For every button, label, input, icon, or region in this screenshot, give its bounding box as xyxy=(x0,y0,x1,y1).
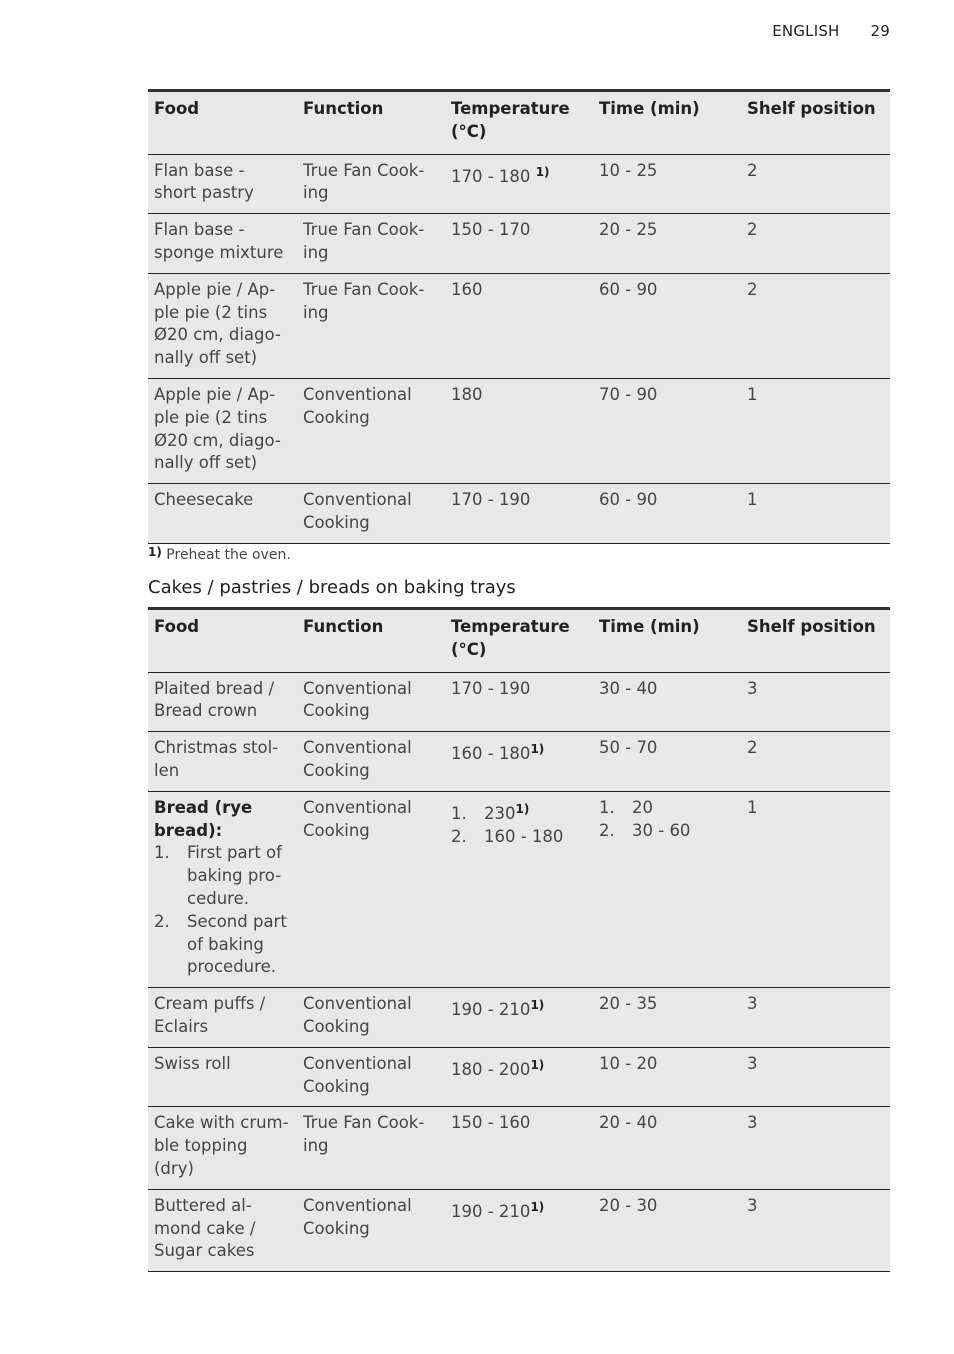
col-header-food: Food xyxy=(148,609,297,673)
step-number: 2. xyxy=(154,911,170,931)
time-cell: 20 - 40 xyxy=(593,1107,741,1189)
time-cell: 60 - 90 xyxy=(593,484,741,544)
table-row xyxy=(148,214,890,274)
section-caption: Cakes / pastries / breads on baking trays xyxy=(148,577,516,598)
function-cell: Conventional Cooking xyxy=(297,1189,445,1271)
list-item xyxy=(154,911,291,979)
shelf-cell: 2 xyxy=(741,273,890,378)
function-cell: Conventional Cooking xyxy=(297,791,445,987)
food-steps xyxy=(154,842,291,979)
table-row xyxy=(148,1107,890,1189)
temperature-cell xyxy=(445,988,593,1048)
list-item xyxy=(599,797,735,820)
time-cell: 60 - 90 xyxy=(593,273,741,378)
time-cell: 70 - 90 xyxy=(593,378,741,483)
function-cell: Conventional Cooking xyxy=(297,732,445,792)
table-row xyxy=(148,732,890,792)
table-row xyxy=(148,1047,890,1107)
list-item xyxy=(599,820,735,843)
temperature-steps xyxy=(451,803,587,849)
col-header-temperature: Temperature (°C) xyxy=(445,609,593,673)
time-cell: 50 - 70 xyxy=(593,732,741,792)
food-cell: Plaited bread / Bread crown xyxy=(148,672,297,732)
food-cell: Apple pie / Ap-ple pie (2 tins Ø20 cm, diago-nally off set) xyxy=(148,378,297,483)
table-row xyxy=(148,154,890,214)
footnote-ref: 1) xyxy=(530,1199,545,1214)
col-header-temperature: Temperature (°C) xyxy=(445,91,593,155)
temperature-cell: 150 - 170 xyxy=(445,214,593,274)
temperature-value: 190 - 210 xyxy=(451,1000,531,1020)
step-number: 1. xyxy=(599,797,615,817)
col-header-shelf: Shelf position xyxy=(741,609,890,673)
step-text: First part of baking pro-cedure. xyxy=(187,843,282,908)
shelf-cell: 2 xyxy=(741,732,890,792)
temperature-cell xyxy=(445,154,593,214)
shelf-cell: 2 xyxy=(741,214,890,274)
step-text: 230 xyxy=(484,803,516,823)
shelf-cell: 3 xyxy=(741,672,890,732)
temperature-cell xyxy=(445,791,593,987)
footnote-mark: 1) xyxy=(148,544,162,559)
step-text: 30 - 60 xyxy=(632,820,691,840)
footnote-row xyxy=(148,543,890,568)
shelf-cell: 1 xyxy=(741,484,890,544)
table-row xyxy=(148,273,890,378)
temperature-value: 180 - 200 xyxy=(451,1059,531,1079)
food-cell: Christmas stol-len xyxy=(148,732,297,792)
temperature-cell xyxy=(445,1047,593,1107)
step-text: 20 xyxy=(632,797,653,817)
col-header-food: Food xyxy=(148,91,297,155)
col-header-shelf: Shelf position xyxy=(741,91,890,155)
page-header xyxy=(772,22,890,40)
temperature-value: 160 - 180 xyxy=(451,744,531,764)
temperature-value: 170 - 180 xyxy=(451,166,536,186)
footnote-ref: 1) xyxy=(515,801,530,816)
col-header-time: Time (min) xyxy=(593,609,741,673)
list-item xyxy=(154,842,291,910)
shelf-cell: 3 xyxy=(741,1107,890,1189)
temperature-cell: 170 - 190 xyxy=(445,484,593,544)
function-cell: Conventional Cooking xyxy=(297,988,445,1048)
list-item xyxy=(451,826,587,849)
temperature-cell xyxy=(445,732,593,792)
col-header-time: Time (min) xyxy=(593,91,741,155)
footnote-ref: 1) xyxy=(535,164,550,179)
footnote-ref: 1) xyxy=(530,742,545,757)
shelf-cell: 1 xyxy=(741,378,890,483)
shelf-cell: 3 xyxy=(741,988,890,1048)
table-row xyxy=(148,1189,890,1271)
food-cell: Cheesecake xyxy=(148,484,297,544)
table-row xyxy=(148,988,890,1048)
temperature-cell: 160 xyxy=(445,273,593,378)
food-cell: Flan base - short pastry xyxy=(148,154,297,214)
table-row xyxy=(148,791,890,987)
footnote-text: Preheat the oven. xyxy=(166,546,291,563)
temperature-cell: 150 - 160 xyxy=(445,1107,593,1189)
list-item xyxy=(451,803,587,826)
table-row xyxy=(148,484,890,544)
food-cell: Buttered al-mond cake / Sugar cakes xyxy=(148,1189,297,1271)
baking-table-trays xyxy=(148,607,890,1272)
shelf-cell: 2 xyxy=(741,154,890,214)
table-row xyxy=(148,672,890,732)
shelf-cell: 1 xyxy=(741,791,890,987)
table-header-row xyxy=(148,609,890,673)
shelf-cell: 3 xyxy=(741,1189,890,1271)
time-cell: 20 - 35 xyxy=(593,988,741,1048)
food-title: Bread (rye bread): xyxy=(154,797,253,840)
function-cell: Conventional Cooking xyxy=(297,672,445,732)
temperature-cell xyxy=(445,1189,593,1271)
step-text: Second part of baking procedure. xyxy=(187,911,287,977)
step-text: 160 - 180 xyxy=(484,826,564,846)
temperature-cell: 180 xyxy=(445,378,593,483)
function-cell: Conventional Cooking xyxy=(297,484,445,544)
language-label: ENGLISH xyxy=(772,22,840,40)
table-header-row xyxy=(148,91,890,155)
col-header-function: Function xyxy=(297,609,445,673)
time-cell: 10 - 20 xyxy=(593,1047,741,1107)
time-cell xyxy=(593,791,741,987)
step-number: 2. xyxy=(599,820,615,840)
table-row xyxy=(148,378,890,483)
step-number: 2. xyxy=(451,826,467,846)
function-cell: True Fan Cook-ing xyxy=(297,1107,445,1189)
food-cell: Apple pie / Ap-ple pie (2 tins Ø20 cm, diago-nally off set) xyxy=(148,273,297,378)
footnote-ref: 1) xyxy=(530,998,545,1013)
food-cell: Cream puffs / Eclairs xyxy=(148,988,297,1048)
food-cell xyxy=(148,791,297,987)
col-header-function: Function xyxy=(297,91,445,155)
function-cell: True Fan Cook-ing xyxy=(297,273,445,378)
function-cell: True Fan Cook-ing xyxy=(297,214,445,274)
footnote-ref: 1) xyxy=(530,1057,545,1072)
time-cell: 30 - 40 xyxy=(593,672,741,732)
food-cell: Cake with crum-ble topping (dry) xyxy=(148,1107,297,1189)
function-cell: Conventional Cooking xyxy=(297,1047,445,1107)
baking-table-tins xyxy=(148,89,890,568)
function-cell: True Fan Cook-ing xyxy=(297,154,445,214)
footnote xyxy=(148,543,890,568)
function-cell: Conventional Cooking xyxy=(297,378,445,483)
step-number: 1. xyxy=(154,843,170,863)
temperature-value: 190 - 210 xyxy=(451,1201,531,1221)
food-cell: Swiss roll xyxy=(148,1047,297,1107)
temperature-cell: 170 - 190 xyxy=(445,672,593,732)
shelf-cell: 3 xyxy=(741,1047,890,1107)
time-steps xyxy=(599,797,735,843)
food-cell: Flan base - sponge mixture xyxy=(148,214,297,274)
step-number: 1. xyxy=(451,803,467,823)
page-number: 29 xyxy=(870,22,890,40)
time-cell: 20 - 30 xyxy=(593,1189,741,1271)
time-cell: 20 - 25 xyxy=(593,214,741,274)
time-cell: 10 - 25 xyxy=(593,154,741,214)
